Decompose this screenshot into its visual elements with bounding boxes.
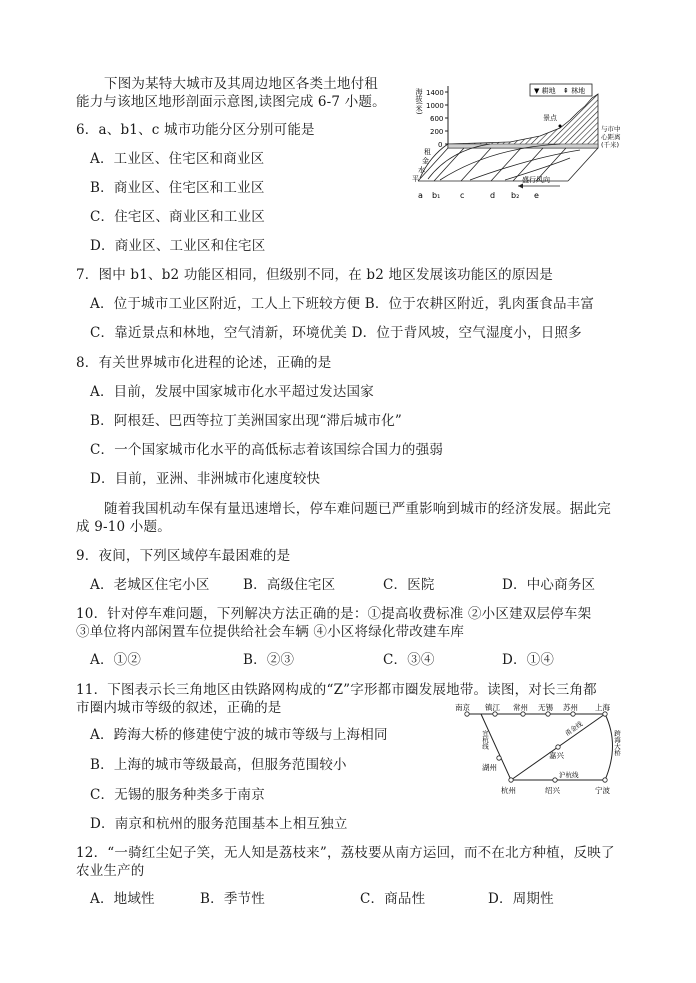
distance-label-3: (千米) bbox=[601, 141, 620, 149]
q10-stem-1: 10．针对停车难问题，下列解决方法正确的是：①提高收费标准 ②小区建双层停车架 bbox=[76, 606, 592, 622]
q12-stem-2: 农业生产的 bbox=[76, 863, 145, 879]
level-label-1: 水 bbox=[418, 166, 425, 174]
city-jiaxing: 嘉兴 bbox=[549, 751, 564, 760]
zone-label-b2: b₂ bbox=[511, 191, 520, 200]
elevation-axis-label: 海拔(米) bbox=[415, 88, 423, 115]
intro2-line-1: 随着我国机动车保有量迅速增长，停车难问题已严重影响到城市的经济发展。据此完 bbox=[104, 501, 611, 517]
tick-0: 0 bbox=[438, 141, 443, 149]
city-hangzhou: 杭州 bbox=[501, 786, 516, 795]
intro-line-1: 下图为某特大城市及其周边地区各类土地付租 bbox=[104, 76, 378, 92]
zone-label-d: d bbox=[490, 191, 496, 200]
terrain-profile bbox=[448, 94, 598, 148]
zone-label-c: c bbox=[460, 191, 465, 200]
intro-line-2: 能力与该地区地形剖面示意图,读图完成 6-7 小题。 bbox=[76, 94, 386, 110]
q11-option-b: B．上海的城市等级最高，但服务范围较小 bbox=[90, 757, 347, 773]
line-hujia: 沪杭线 bbox=[559, 771, 579, 779]
distance-label-1: 与市中 bbox=[601, 125, 621, 133]
q11-stem-2: 市圈内城市等级的叙述，正确的是 bbox=[76, 700, 282, 716]
q12-option-d: D．周期性 bbox=[488, 891, 554, 907]
q11-option-c: C．无锡的服务种类多于南京 bbox=[90, 787, 265, 803]
q9-option-c: C．医院 bbox=[383, 577, 435, 593]
rent-label-2: 金 bbox=[422, 157, 429, 165]
city-changzhou: 常州 bbox=[513, 703, 528, 712]
city-shanghai: 上海 bbox=[595, 703, 610, 712]
bid-rent-curves bbox=[420, 144, 580, 181]
wind-arrowhead-icon bbox=[518, 184, 523, 189]
q11-stem-1: 11．下图表示长三角地区由铁路网构成的“Z”字形都市圈发展地带。读图，对长三角都 bbox=[76, 682, 597, 698]
city-nanjing: 南京 bbox=[455, 703, 470, 712]
line-yongjia: 甬金线 bbox=[563, 719, 585, 738]
city-ningbo: 宁波 bbox=[595, 786, 610, 795]
q8-option-c: C．一个国家城市化水平的高低标志着该国综合国力的强弱 bbox=[90, 442, 444, 458]
scenic-point-marker bbox=[559, 125, 562, 128]
elevation-axis bbox=[445, 86, 448, 148]
city-zhenjiang: 镇江 bbox=[485, 703, 500, 712]
city-huzhou: 湖州 bbox=[482, 763, 497, 772]
level-label-2: 平 bbox=[412, 175, 419, 183]
tick-600: 600 bbox=[430, 115, 444, 123]
q12-option-c: C．商品性 bbox=[360, 891, 426, 907]
zone-label-a: a bbox=[418, 191, 423, 200]
yangtze-delta-rail-map bbox=[455, 700, 630, 808]
q9-option-d: D．中心商务区 bbox=[502, 577, 596, 593]
line-xuanhang: 宣杭线 bbox=[481, 730, 489, 750]
q8-option-b: B．阿根廷、巴西等拉丁美洲国家出现“滞后城市化” bbox=[90, 413, 403, 429]
q11-option-d: D．南京和杭州的服务范围基本上相互独立 bbox=[90, 816, 348, 832]
q12-option-b: B．季节性 bbox=[200, 891, 265, 907]
q10-option-b: B．②③ bbox=[243, 652, 295, 668]
q8-option-d: D．目前，亚洲、非洲城市化速度较快 bbox=[90, 471, 321, 487]
intro2-line-2: 成 9-10 小题。 bbox=[76, 519, 171, 535]
q7-stem: 7．图中 b1、b2 功能区相同，但级别不同，在 b2 地区发展该功能区的原因是 bbox=[76, 267, 553, 283]
rent-terrain-figure bbox=[410, 78, 635, 203]
q6-option-d: D．商业区、工业区和住宅区 bbox=[90, 238, 266, 254]
q6-option-a: A．工业区、住宅区和商业区 bbox=[90, 151, 265, 167]
q10-option-c: C．③④ bbox=[383, 652, 435, 668]
q10-stem-2: ③单位将内部闲置车位提供给社会车辆 ④小区将绿化带改建车库 bbox=[76, 624, 465, 640]
distance-label-2: 心距离 bbox=[601, 133, 621, 141]
q6-stem: 6．a、b1、c 城市功能分区分别可能是 bbox=[76, 122, 315, 138]
q7-options-ab: A．位于城市工业区附近，工人上下班较方便 B．位于农耕区附近，乳肉蛋食品丰富 bbox=[90, 296, 595, 312]
q11-option-a: A．跨海大桥的修建使宁波的城市等级与上海相同 bbox=[90, 727, 388, 743]
legend-farmland: ▼ 耕地 bbox=[534, 87, 556, 95]
tick-1400: 1400 bbox=[426, 89, 444, 97]
q8-stem: 8．有关世界城市化进程的论述，正确的是 bbox=[76, 355, 332, 371]
q6-option-c: C．住宅区、商业区和工业区 bbox=[90, 209, 265, 225]
q12-stem-1: 12．“一骑红尘妃子笑，无人知是荔枝来”，荔枝要从南方运回，而不在北方种植，反映了 bbox=[76, 845, 615, 861]
line-kuahai: 跨海大桥 bbox=[613, 730, 621, 756]
q9-option-b: B．高级住宅区 bbox=[243, 577, 336, 593]
q12-option-a: A．地域性 bbox=[90, 891, 155, 907]
terrain-base-plane bbox=[448, 144, 598, 148]
legend-forest: ⇞ 林地 bbox=[563, 87, 586, 95]
tick-1000: 1000 bbox=[426, 102, 444, 110]
wind-label: 盛行风向 bbox=[522, 176, 550, 184]
city-wuxi: 无锡 bbox=[538, 703, 553, 712]
q10-option-a: A．①② bbox=[90, 652, 142, 668]
q6-option-b: B．商业区、住宅区和工业区 bbox=[90, 180, 265, 196]
scenic-point-label: 景点 bbox=[543, 114, 557, 122]
q9-option-a: A．老城区住宅小区 bbox=[90, 577, 210, 593]
q10-option-d: D．①④ bbox=[502, 652, 555, 668]
tick-200: 200 bbox=[430, 128, 444, 136]
q8-option-a: A．目前，发展中国家城市化水平超过发达国家 bbox=[90, 384, 374, 400]
rent-label-1: 租 bbox=[424, 148, 431, 156]
q9-stem: 9．夜间，下列区域停车最困难的是 bbox=[76, 548, 291, 564]
zone-label-b1: b₁ bbox=[432, 191, 441, 200]
city-suzhou: 苏州 bbox=[563, 703, 578, 712]
city-shaoxing: 绍兴 bbox=[545, 786, 560, 795]
q7-options-cd: C．靠近景点和林地，空气清新，环境优美 D．位于背风坡，空气湿度小，日照多 bbox=[90, 325, 582, 341]
zone-label-e: e bbox=[534, 191, 539, 200]
